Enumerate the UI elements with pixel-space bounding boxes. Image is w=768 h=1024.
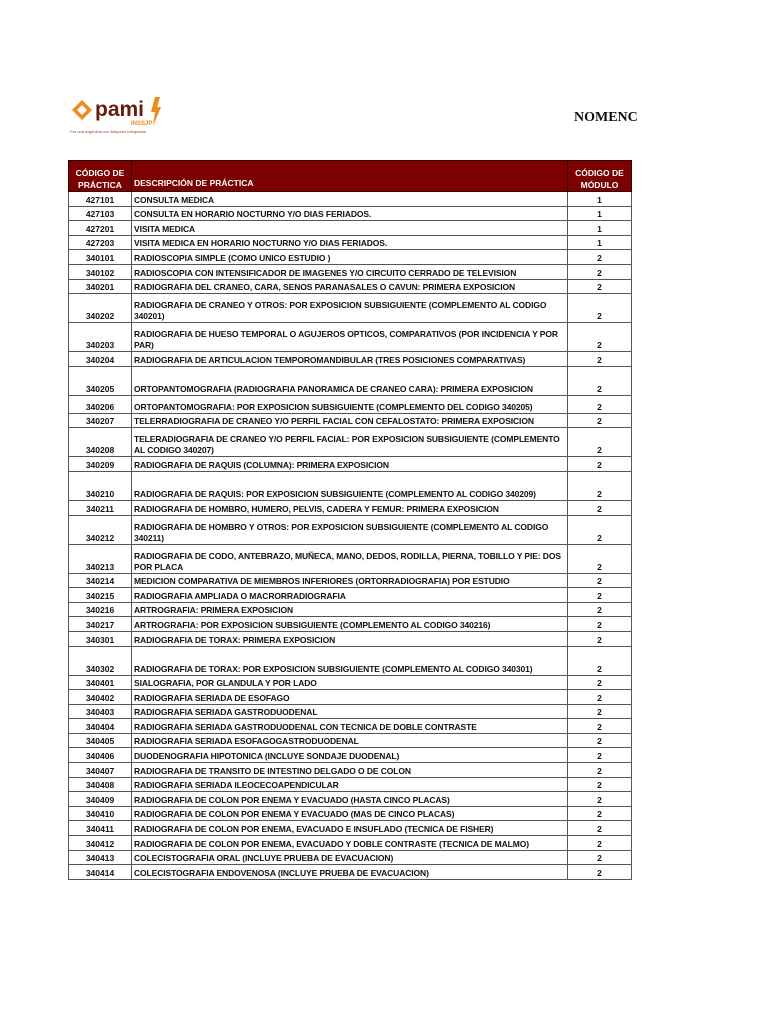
practice-description-cell: RADIOGRAFIA DE HOMBRO Y OTROS: POR EXPOSICION SUBSIGUIENTE (COMPLEMENTO AL CODIGO 340211): [132, 515, 568, 544]
table-row: [69, 500, 632, 515]
module-code-cell: 2: [568, 836, 632, 851]
practice-code-cell: 340214: [69, 573, 132, 588]
module-code-cell: 2: [568, 544, 632, 573]
logo-tagline: Por una Argentina con Mayores Integrados: [70, 129, 147, 134]
practice-description-cell: SIALOGRAFIA, POR GLANDULA Y POR LADO: [132, 675, 568, 690]
module-code-cell: 2: [568, 865, 632, 880]
table-row: [69, 763, 632, 778]
practice-code-cell: 340406: [69, 748, 132, 763]
module-code-cell: 1: [568, 235, 632, 250]
module-code-cell: 2: [568, 352, 632, 367]
practice-code-cell: 340410: [69, 806, 132, 821]
table-row: [69, 206, 632, 221]
table-row: [69, 294, 632, 323]
table-row: [69, 821, 632, 836]
practice-code-cell: 340215: [69, 588, 132, 603]
practice-code-cell: 340210: [69, 471, 132, 500]
module-code-cell: 2: [568, 602, 632, 617]
table-row: [69, 865, 632, 880]
table-row: [69, 733, 632, 748]
practice-description-cell: RADIOGRAFIA DE RAQUIS: POR EXPOSICION SUBSIGUIENTE (COMPLEMENTO AL CODIGO 340209): [132, 471, 568, 500]
module-code-cell: 1: [568, 206, 632, 221]
module-code-cell: 2: [568, 821, 632, 836]
module-code-cell: 2: [568, 704, 632, 719]
module-code-cell: 2: [568, 500, 632, 515]
practice-code-cell: 427101: [69, 192, 132, 207]
practice-description-cell: DUODENOGRAFIA HIPOTONICA (INCLUYE SONDAJE DUODENAL): [132, 748, 568, 763]
table-row: [69, 428, 632, 457]
table-row: [69, 457, 632, 472]
table-row: [69, 617, 632, 632]
practice-description-cell: RADIOGRAFIA DE HOMBRO, HUMERO, PELVIS, CADERA Y FEMUR: PRIMERA EXPOSICION: [132, 500, 568, 515]
practice-description-cell: TELERRADIOGRAFIA DE CRANEO Y/O PERFIL FACIAL CON CEFALOSTATO: PRIMERA EXPOSICION: [132, 413, 568, 428]
table-row: [69, 235, 632, 250]
module-code-cell: 2: [568, 806, 632, 821]
page-title: NOMENC: [574, 110, 638, 125]
practice-code-cell: 340405: [69, 733, 132, 748]
module-code-cell: 2: [568, 471, 632, 500]
practice-code-cell: 340102: [69, 264, 132, 279]
table-row: [69, 323, 632, 352]
module-code-cell: 2: [568, 588, 632, 603]
module-code-cell: 2: [568, 515, 632, 544]
module-code-cell: 2: [568, 250, 632, 265]
header-practice-description: DESCRIPCIÓN DE PRÁCTICA: [132, 161, 568, 192]
practice-description-cell: RADIOGRAFIA DE CRANEO Y OTROS: POR EXPOSICION SUBSIGUIENTE (COMPLEMENTO AL CODIGO 340201): [132, 294, 568, 323]
header-practice-code: CÓDIGO DE PRÁCTICA: [69, 161, 132, 192]
practice-description-cell: RADIOGRAFIA DE COLON POR ENEMA Y EVACUADO (MAS DE CINCO PLACAS): [132, 806, 568, 821]
logo-wordmark: pami: [95, 98, 145, 121]
table-row: [69, 413, 632, 428]
practice-code-cell: 340202: [69, 294, 132, 323]
logo-subtitle: INSSJP: [131, 121, 153, 127]
practice-code-cell: 340411: [69, 821, 132, 836]
module-code-cell: 2: [568, 719, 632, 734]
practice-code-cell: 340201: [69, 279, 132, 294]
practice-description-cell: ORTOPANTOMOGRAFIA (RADIOGRAFIA PANORAMICA DE CRANEO CARA): PRIMERA EXPOSICION: [132, 366, 568, 395]
practice-description-cell: CONSULTA MEDICA: [132, 192, 568, 207]
table-row: [69, 631, 632, 646]
table-row: [69, 748, 632, 763]
table-row: [69, 806, 632, 821]
table-row: [69, 192, 632, 207]
practice-description-cell: RADIOGRAFIA AMPLIADA O MACRORRADIOGRAFIA: [132, 588, 568, 603]
practice-description-cell: RADIOGRAFIA DE COLON POR ENEMA Y EVACUADO (HASTA CINCO PLACAS): [132, 792, 568, 807]
practice-description-cell: RADIOGRAFIA DE TORAX: POR EXPOSICION SUBSIGUIENTE (COMPLEMENTO AL CODIGO 340301): [132, 646, 568, 675]
practice-description-cell: RADIOGRAFIA SERIADA ILEOCECOAPENDICULAR: [132, 777, 568, 792]
table-row: [69, 250, 632, 265]
practice-code-cell: 340205: [69, 366, 132, 395]
module-code-cell: 2: [568, 617, 632, 632]
module-code-cell: 2: [568, 413, 632, 428]
practice-code-cell: 340413: [69, 850, 132, 865]
practice-description-cell: RADIOGRAFIA SERIADA DE ESOFAGO: [132, 690, 568, 705]
practice-description-cell: RADIOGRAFIA DE COLON POR ENEMA, EVACUADO E INSUFLADO (TECNICA DE FISHER): [132, 821, 568, 836]
module-code-cell: 2: [568, 573, 632, 588]
practice-description-cell: RADIOGRAFIA DEL CRANEO, CARA, SENOS PARANASALES O CAVUN: PRIMERA EXPOSICION: [132, 279, 568, 294]
module-code-cell: 2: [568, 733, 632, 748]
module-code-cell: 2: [568, 792, 632, 807]
practice-description-cell: ARTROGRAFIA: PRIMERA EXPOSICION: [132, 602, 568, 617]
module-code-cell: 2: [568, 323, 632, 352]
practice-code-cell: 340204: [69, 352, 132, 367]
practice-code-cell: 340217: [69, 617, 132, 632]
module-code-cell: 2: [568, 395, 632, 413]
practice-code-cell: 340404: [69, 719, 132, 734]
table-row: [69, 264, 632, 279]
table-row: [69, 515, 632, 544]
table-row: [69, 395, 632, 413]
practice-description-cell: VISITA MEDICA EN HORARIO NOCTURNO Y/O DIAS FERIADOS.: [132, 235, 568, 250]
module-code-cell: 1: [568, 192, 632, 207]
table-row: [69, 675, 632, 690]
practice-description-cell: RADIOSCOPIA CON INTENSIFICADOR DE IMAGENES Y/O CIRCUITO CERRADO DE TELEVISION: [132, 264, 568, 279]
practice-code-cell: 340209: [69, 457, 132, 472]
module-code-cell: 2: [568, 294, 632, 323]
practice-code-cell: 340401: [69, 675, 132, 690]
practice-description-cell: ARTROGRAFIA: POR EXPOSICION SUBSIGUIENTE (COMPLEMENTO AL CODIGO 340216): [132, 617, 568, 632]
module-code-cell: 2: [568, 457, 632, 472]
table-row: [69, 646, 632, 675]
practice-code-cell: 340212: [69, 515, 132, 544]
table-row: [69, 719, 632, 734]
module-code-cell: 2: [568, 264, 632, 279]
practice-description-cell: COLECISTOGRAFIA ORAL (INCLUYE PRUEBA DE EVACUACION): [132, 850, 568, 865]
practice-code-cell: 340216: [69, 602, 132, 617]
module-code-cell: 1: [568, 221, 632, 236]
table-row: [69, 573, 632, 588]
header-module-code: CÓDIGO DE MÓDULO: [568, 161, 632, 192]
practice-code-cell: 340409: [69, 792, 132, 807]
practice-description-cell: RADIOGRAFIA DE ARTICULACION TEMPOROMANDIBULAR (TRES POSICIONES COMPARATIVAS): [132, 352, 568, 367]
practice-description-cell: TELERADIOGRAFIA DE CRANEO Y/O PERFIL FACIAL: POR EXPOSICION SUBSIGUIENTE (COMPLEMENTO AL CODIGO 340207): [132, 428, 568, 457]
practice-code-cell: 340101: [69, 250, 132, 265]
practice-code-cell: 427201: [69, 221, 132, 236]
module-code-cell: 2: [568, 675, 632, 690]
practice-description-cell: COLECISTOGRAFIA ENDOVENOSA (INCLUYE PRUEBA DE EVACUACION): [132, 865, 568, 880]
table-row: [69, 704, 632, 719]
practice-table: [68, 160, 632, 880]
table-row: [69, 471, 632, 500]
practice-description-cell: MEDICION COMPARATIVA DE MIEMBROS INFERIORES (ORTORRADIOGRAFIA) POR ESTUDIO: [132, 573, 568, 588]
practice-description-cell: CONSULTA EN HORARIO NOCTURNO Y/O DIAS FERIADOS.: [132, 206, 568, 221]
practice-description-cell: RADIOGRAFIA SERIADA GASTRODUODENAL CON TECNICA DE DOBLE CONTRASTE: [132, 719, 568, 734]
practice-description-cell: RADIOGRAFIA DE COLON POR ENEMA, EVACUADO Y DOBLE CONTRASTE (TECNICA DE MALMO): [132, 836, 568, 851]
practice-code-cell: 340402: [69, 690, 132, 705]
table-row: [69, 777, 632, 792]
module-code-cell: 2: [568, 428, 632, 457]
practice-code-cell: 340207: [69, 413, 132, 428]
module-code-cell: 2: [568, 366, 632, 395]
practice-description-cell: RADIOGRAFIA DE HUESO TEMPORAL O AGUJEROS OPTICOS, COMPARATIVOS (POR INCIDENCIA Y POR PAR): [132, 323, 568, 352]
table-row: [69, 602, 632, 617]
practice-code-cell: 340302: [69, 646, 132, 675]
practice-code-cell: 340206: [69, 395, 132, 413]
practice-description-cell: RADIOGRAFIA DE RAQUIS (COLUMNA): PRIMERA EXPOSICION: [132, 457, 568, 472]
module-code-cell: 2: [568, 646, 632, 675]
practice-code-cell: 340203: [69, 323, 132, 352]
practice-description-cell: RADIOGRAFIA DE CODO, ANTEBRAZO, MUÑECA, MANO, DEDOS, RODILLA, PIERNA, TOBILLO Y PIE: DOS POR PLACA: [132, 544, 568, 573]
table-row: [69, 836, 632, 851]
module-code-cell: 2: [568, 631, 632, 646]
practice-code-cell: 340403: [69, 704, 132, 719]
module-code-cell: 2: [568, 763, 632, 778]
table-header-row: [69, 161, 632, 192]
practice-description-cell: RADIOGRAFIA DE TRANSITO DE INTESTINO DELGADO O DE COLON: [132, 763, 568, 778]
table-row: [69, 221, 632, 236]
practice-description-cell: RADIOGRAFIA SERIADA ESOFAGOGASTRODUODENAL: [132, 733, 568, 748]
table-row: [69, 352, 632, 367]
practice-code-cell: 340414: [69, 865, 132, 880]
practice-code-cell: 340407: [69, 763, 132, 778]
practice-code-cell: 427203: [69, 235, 132, 250]
practice-code-cell: 340408: [69, 777, 132, 792]
practice-code-cell: 427103: [69, 206, 132, 221]
practice-code-cell: 340211: [69, 500, 132, 515]
module-code-cell: 2: [568, 279, 632, 294]
module-code-cell: 2: [568, 850, 632, 865]
module-code-cell: 2: [568, 748, 632, 763]
table-row: [69, 690, 632, 705]
practice-code-cell: 340213: [69, 544, 132, 573]
module-code-cell: 2: [568, 777, 632, 792]
practice-description-cell: RADIOGRAFIA SERIADA GASTRODUODENAL: [132, 704, 568, 719]
table-row: [69, 544, 632, 573]
table-row: [69, 279, 632, 294]
practice-description-cell: RADIOGRAFIA DE TORAX: PRIMERA EXPOSICION: [132, 631, 568, 646]
practice-code-cell: 340301: [69, 631, 132, 646]
table-row: [69, 366, 632, 395]
practice-description-cell: RADIOSCOPIA SIMPLE (COMO UNICO ESTUDIO ): [132, 250, 568, 265]
practice-description-cell: VISITA MEDICA: [132, 221, 568, 236]
practice-code-cell: 340208: [69, 428, 132, 457]
practice-code-cell: 340412: [69, 836, 132, 851]
module-code-cell: 2: [568, 690, 632, 705]
practice-description-cell: ORTOPANTOMOGRAFIA: POR EXPOSICION SUBSIGUIENTE (COMPLEMENTO DEL CODIGO 340205): [132, 395, 568, 413]
table-row: [69, 850, 632, 865]
table-row: [69, 588, 632, 603]
table-row: [69, 792, 632, 807]
